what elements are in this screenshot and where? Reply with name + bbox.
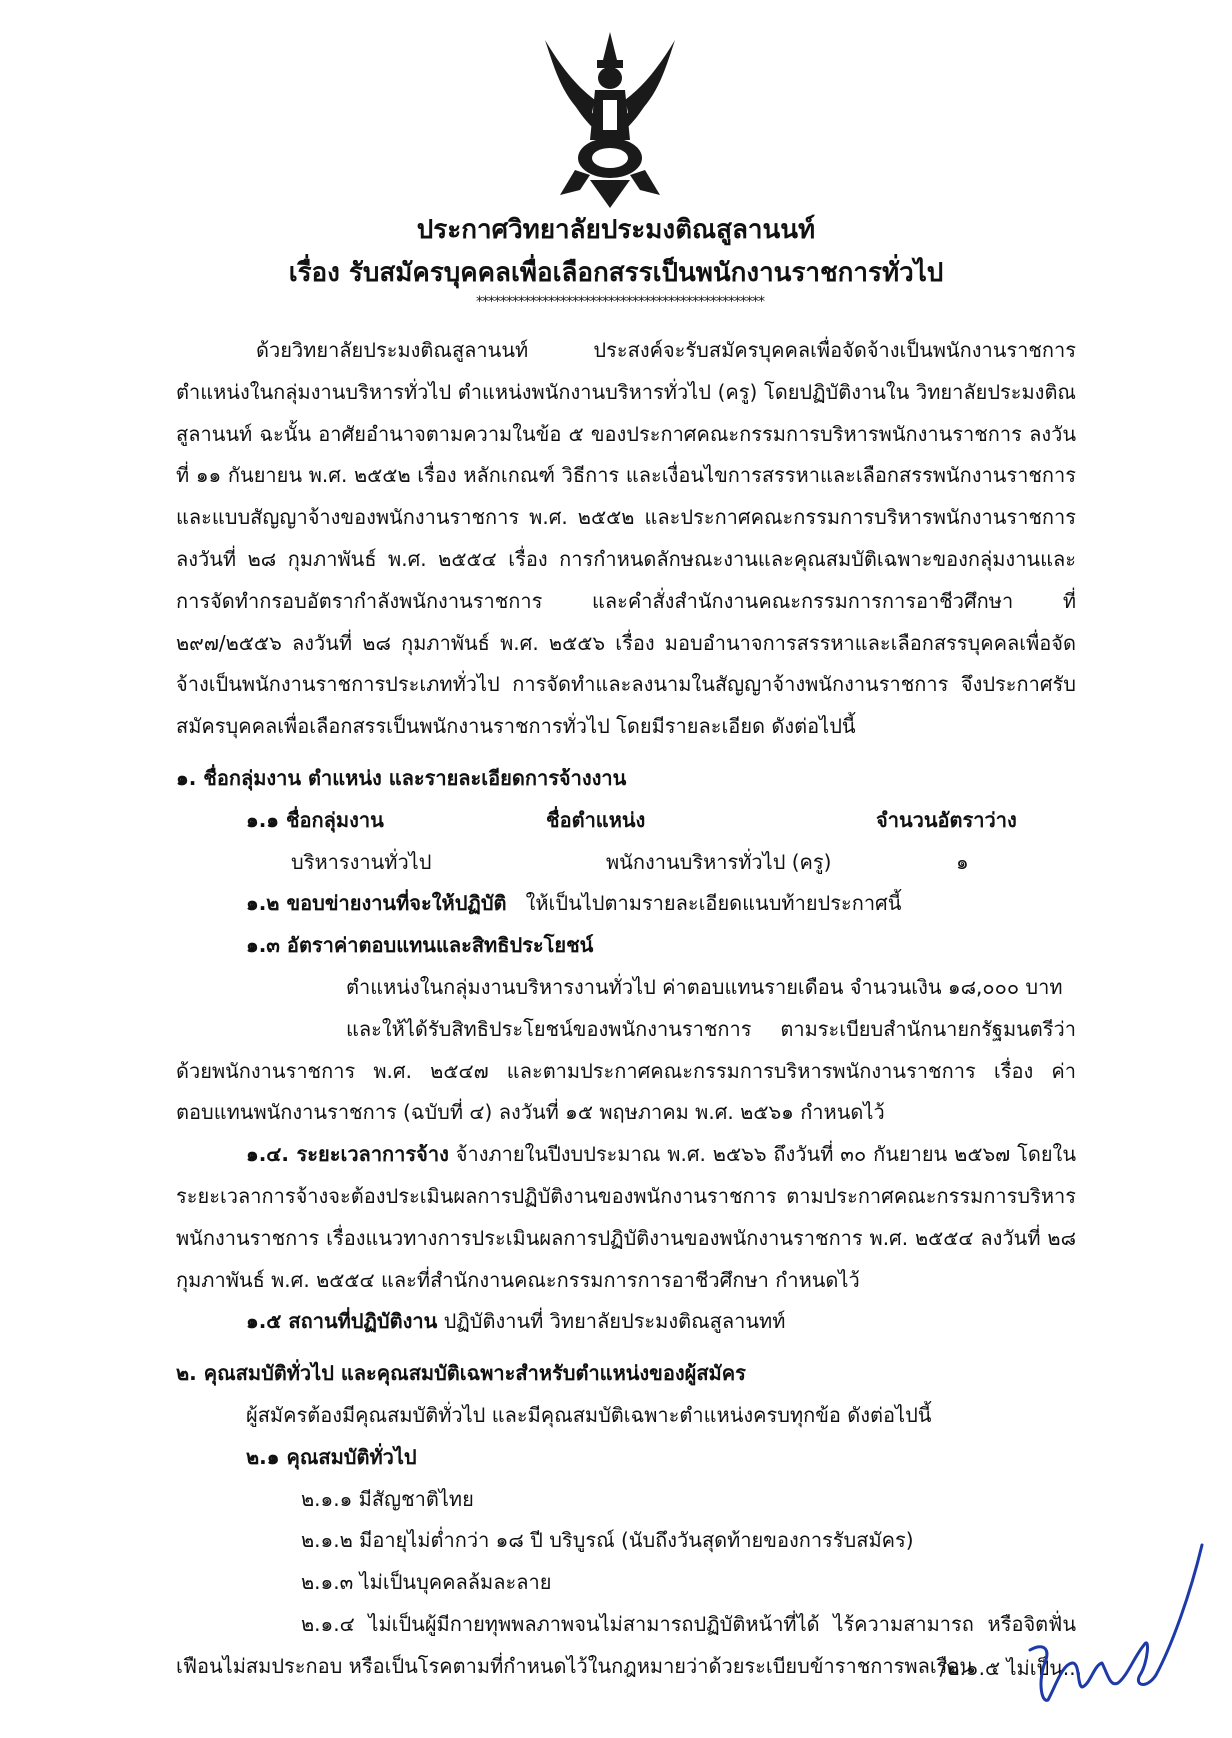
section-1-2-text: ให้เป็นไปตามรายละเอียดแนบท้ายประกาศนี้ [525, 891, 902, 916]
document-subject: เรื่อง รับสมัครบุคคลเพื่อเลือกสรรเป็นพนักงานราชการทั่วไป [288, 258, 944, 288]
qualification-item: ๒.๑.๒ มีอายุไม่ต่ำกว่า ๑๘ ปี บริบูรณ์ (นับถึงวันสุดท้ายของการรับสมัคร) [301, 1528, 914, 1553]
col-position-header: ชื่อตำแหน่ง [546, 807, 646, 832]
col-vacancy-header: จำนวนอัตราว่าง [876, 807, 1017, 832]
col-group-header: ๑.๑ ชื่อกลุ่มงาน [246, 807, 384, 832]
cell-vacancy: ๑ [956, 849, 969, 874]
qualification-item: ๒.๑.๔ ไม่เป็นผู้มีกายทุพพลภาพจนไม่สามารถปฏิบัติหน้าที่ได้ ไร้ความสามารถ หรือจิตฟั่นเฟือนไม่สมประกอบ หรือเป็นโรคตามที่กำหนดไว้ในกฎหมายว่าด้วยระเบียบข้าราชการพลเรือน [176, 1611, 1076, 1678]
intro-paragraph: ด้วยวิทยาลัยประมงติณสูลานนท์ ประสงค์จะรับสมัครบุคคลเพื่อจัดจ้างเป็นพนักงานราชการตำแหน่งในกลุ่มงานบริหารทั่วไป ตำแหน่งพนักงานบริหารทั่วไป (ครู) โดยปฏิบัติงานใน วิทยาลัยประมงติณสูลานนท์ ฉะนั้น อาศัยอำนาจตามความในข้อ ๕ ของประกาศคณะกรรมการบริหารพนักงานราชการ ลงวันที่ ๑๑ กันยายน พ.ศ. ๒๕๕๒ เรื่อง หลักเกณฑ์ วิธีการ และเงื่อนไขการสรรหาและเลือกสรรพนักงานราชการและแบบสัญญาจ้างของพนักงานราชการ พ.ศ. ๒๕๕๒ และประกาศคณะกรรมการบริหารพนักงานราชการ ลงวันที่ ๒๘ กุมภาพันธ์ พ.ศ. ๒๕๕๔ เรื่อง การกำหนดลักษณะงานและคุณสมบัติเฉพาะของกลุ่มงานและการจัดทำกรอบอัตรากำลังพนักงานราชการ และคำสั่งสำนักงานคณะกรรมการการอาชีวศึกษา ที่ ๒๙๗/๒๕๕๖ ลงวันที่ ๒๘ กุมภาพันธ์ พ.ศ. ๒๕๕๖ เรื่อง มอบอำนาจการสรรหาและเลือกสรรบุคคลเพื่อจัดจ้างเป็นพนักงานราชการประเภททั่วไป การจัดทำและลงนามในสัญญาจ้างพนักงานราชการ จึงประกาศรับสมัครบุคคลเพื่อเลือกสรรเป็นพนักงานราชการทั่วไป โดยมีรายละเอียด ดังต่อไปนี้ [176, 338, 1076, 739]
section-1-3-label: ๑.๓ อัตราค่าตอบแทนและสิทธิประโยชน์ [246, 933, 594, 958]
handwritten-signature [1022, 1535, 1212, 1715]
section-1-4 [176, 1134, 1076, 1301]
separator-stars: ************************************************ [476, 294, 764, 310]
section-1-4-text: จ้างภายในปีงบประมาณ พ.ศ. ๒๕๖๖ ถึงวันที่ ๓๐ กันยายน ๒๕๖๗ โดยในระยะเวลาการจ้างจะต้องประเมินผลการปฏิบัติงานของพนักงานราชการ ตามประกาศคณะกรรมการบริหารพนักงานราชการ เรื่องแนวทางการประเมินผลการปฏิบัติงานของพนักงานราชการ พ.ศ. ๒๕๕๔ ลงวันที่ ๒๘ กุมภาพันธ์ พ.ศ. ๒๕๕๔ และที่สำนักงานคณะกรรมการการอาชีวศึกษา กำหนดไว้ [176, 1142, 1076, 1292]
section-1-2 [176, 883, 1076, 925]
garuda-emblem-icon [535, 30, 685, 210]
cell-position: พนักงานบริหารทั่วไป (ครู) [606, 849, 832, 874]
section-1-2-label: ๑.๒ ขอบข่ายงานที่จะให้ปฏิบัติ [246, 891, 507, 916]
cell-group: บริหารงานทั่วไป [291, 849, 432, 874]
document-title: ประกาศวิทยาลัยประมงติณสูลานนท์ [416, 215, 816, 245]
section-1-4-label: ๑.๔. ระยะเวลาการจ้าง [246, 1142, 449, 1167]
section2-heading: ๒. คุณสมบัติทั่วไป และคุณสมบัติเฉพาะสำหรับตำแหน่งของผู้สมัคร [176, 1361, 746, 1386]
continuation-note: /๒.๑.๕ ไม่เป็น... [939, 1656, 1082, 1680]
section-2-1-label: ๒.๑ คุณสมบัติทั่วไป [246, 1444, 417, 1469]
section-1-5 [176, 1301, 1076, 1343]
position-table-row [176, 842, 1076, 884]
section-1-5-text: ปฏิบัติงานที่ วิทยาลัยประมงติณสูลานทท์ [443, 1309, 786, 1334]
section1-heading: ๑. ชื่อกลุ่มงาน ตำแหน่ง และรายละเอียดการจ้างงาน [176, 765, 627, 790]
section-1-3-para1: ตำแหน่งในกลุ่มงานบริหารงานทั่วไป ค่าตอบแทนรายเดือน จำนวนเงิน ๑๘,๐๐๐ บาท [346, 974, 1063, 999]
section-1-5-label: ๑.๕ สถานที่ปฏิบัติงาน [246, 1309, 438, 1334]
section-1-3-para2: และให้ได้รับสิทธิประโยชน์ของพนักงานราชการ ตามระเบียบสำนักนายกรัฐมนตรีว่าด้วยพนักงานราชการ พ.ศ. ๒๕๔๗ และตามประกาศคณะกรรมการบริหารพนักงานราชการ เรื่อง ค่าตอบแทนพนักงานราชการ (ฉบับที่ ๔) ลงวันที่ ๑๕ พฤษภาคม พ.ศ. ๒๕๖๑ กำหนดไว้ [176, 1016, 1076, 1125]
document-body [176, 330, 1076, 1688]
qualification-item: ๒.๑.๑ มีสัญชาติไทย [301, 1486, 474, 1511]
section2-intro: ผู้สมัครต้องมีคุณสมบัติทั่วไป และมีคุณสมบัติเฉพาะตำแหน่งครบทุกข้อ ดังต่อไปนี้ [246, 1402, 932, 1427]
qualification-item: ๒.๑.๓ ไม่เป็นบุคคลล้มละลาย [301, 1570, 552, 1595]
position-table-header [176, 800, 1076, 842]
